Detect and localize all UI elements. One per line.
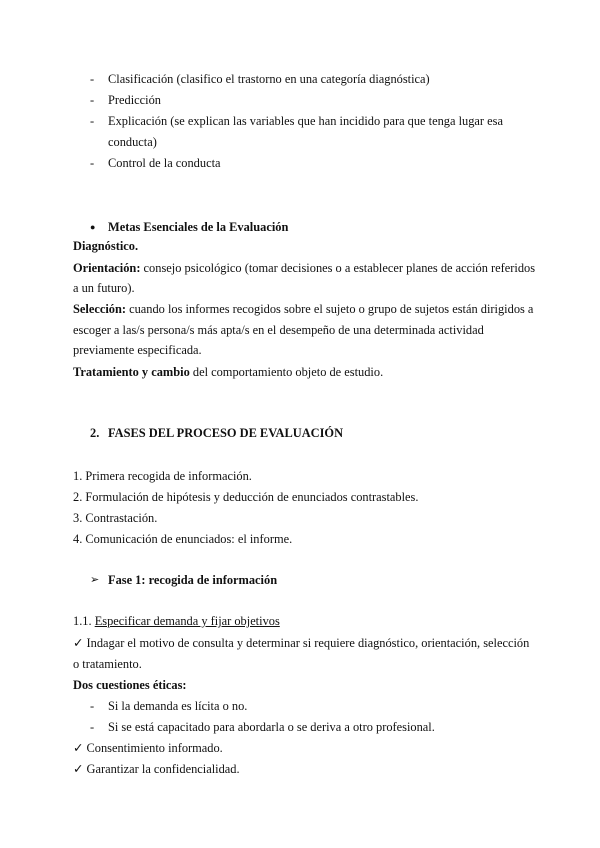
subsection-number: 1.1. — [73, 614, 95, 628]
list-item: Clasificación (clasifico el trastorno en una categoría diagnóstica) — [108, 72, 430, 86]
seleccion-text: cuando los informes recogidos sobre el sujeto o grupo de sujetos están dirigidos a — [126, 302, 534, 316]
dash-bullet: - — [90, 720, 95, 734]
check-icon: ✓ — [73, 741, 84, 755]
check-text: Garantizar la confidencialidad. — [86, 762, 240, 776]
orientacion-paragraph — [73, 260, 535, 276]
metas-heading: Metas Esenciales de la Evaluación — [108, 220, 289, 234]
check-item — [73, 761, 240, 777]
orientacion-text: consejo psicológico (tomar decisiones o a establecer planes de acción referidos — [140, 261, 536, 275]
check-item-cont: o tratamiento. — [73, 657, 142, 671]
seleccion-text-cont: escoger a las/s persona/s más apta/s en el desempeño de una determinada actividad — [73, 323, 484, 337]
check-item — [73, 740, 223, 756]
diagnostico-label: Diagnóstico. — [73, 239, 139, 253]
dash-bullet: - — [90, 156, 95, 170]
list-item: Explicación (se explican las variables que han incidido para que tenga lugar esa — [108, 114, 503, 128]
tratamiento-paragraph — [73, 364, 383, 380]
tratamiento-text: del comportamiento objeto de estudio. — [189, 365, 384, 379]
list-item: Control de la conducta — [108, 156, 221, 170]
section-number: 2. — [90, 426, 100, 440]
seleccion-paragraph — [73, 301, 533, 317]
list-item: Predicción — [108, 93, 161, 107]
phase-step: 3. Contrastación. — [73, 511, 158, 525]
list-item: Si se está capacitado para abordarla o se deriva a otro profesional. — [108, 720, 435, 734]
dash-bullet: - — [90, 114, 95, 128]
check-icon: ✓ — [73, 762, 84, 776]
eticas-heading: Dos cuestiones éticas: — [73, 678, 187, 692]
seleccion-label: Selección: — [73, 302, 126, 316]
dash-bullet: - — [90, 93, 95, 107]
arrow-bullet-icon: ➢ — [90, 573, 100, 586]
orientacion-label: Orientación: — [73, 261, 141, 275]
subsection-title: Especificar demanda y fijar objetivos — [94, 614, 280, 628]
dash-bullet: - — [90, 72, 95, 86]
list-item: Si la demanda es lícita o no. — [108, 699, 248, 713]
check-text: Indagar el motivo de consulta y determinar si requiere diagnóstico, orientación, selección — [86, 636, 530, 650]
check-icon: ✓ — [73, 636, 84, 650]
list-item-continued: conducta) — [108, 135, 157, 149]
tratamiento-label: Tratamiento y cambio — [73, 365, 190, 379]
subsection-heading — [73, 613, 280, 629]
bullet-icon: ● — [90, 222, 96, 232]
phase-step: 2. Formulación de hipótesis y deducción de enunciados contrastables. — [73, 490, 419, 504]
fase1-heading: Fase 1: recogida de información — [108, 573, 278, 587]
seleccion-text-cont: previamente especificada. — [73, 343, 202, 357]
orientacion-text-cont: a un futuro). — [73, 281, 135, 295]
section-heading: FASES DEL PROCESO DE EVALUACIÓN — [108, 426, 344, 440]
phase-step: 1. Primera recogida de información. — [73, 469, 252, 483]
check-item — [73, 635, 529, 651]
dash-bullet: - — [90, 699, 95, 713]
phase-step: 4. Comunicación de enunciados: el informe. — [73, 532, 293, 546]
check-text: Consentimiento informado. — [86, 741, 223, 755]
